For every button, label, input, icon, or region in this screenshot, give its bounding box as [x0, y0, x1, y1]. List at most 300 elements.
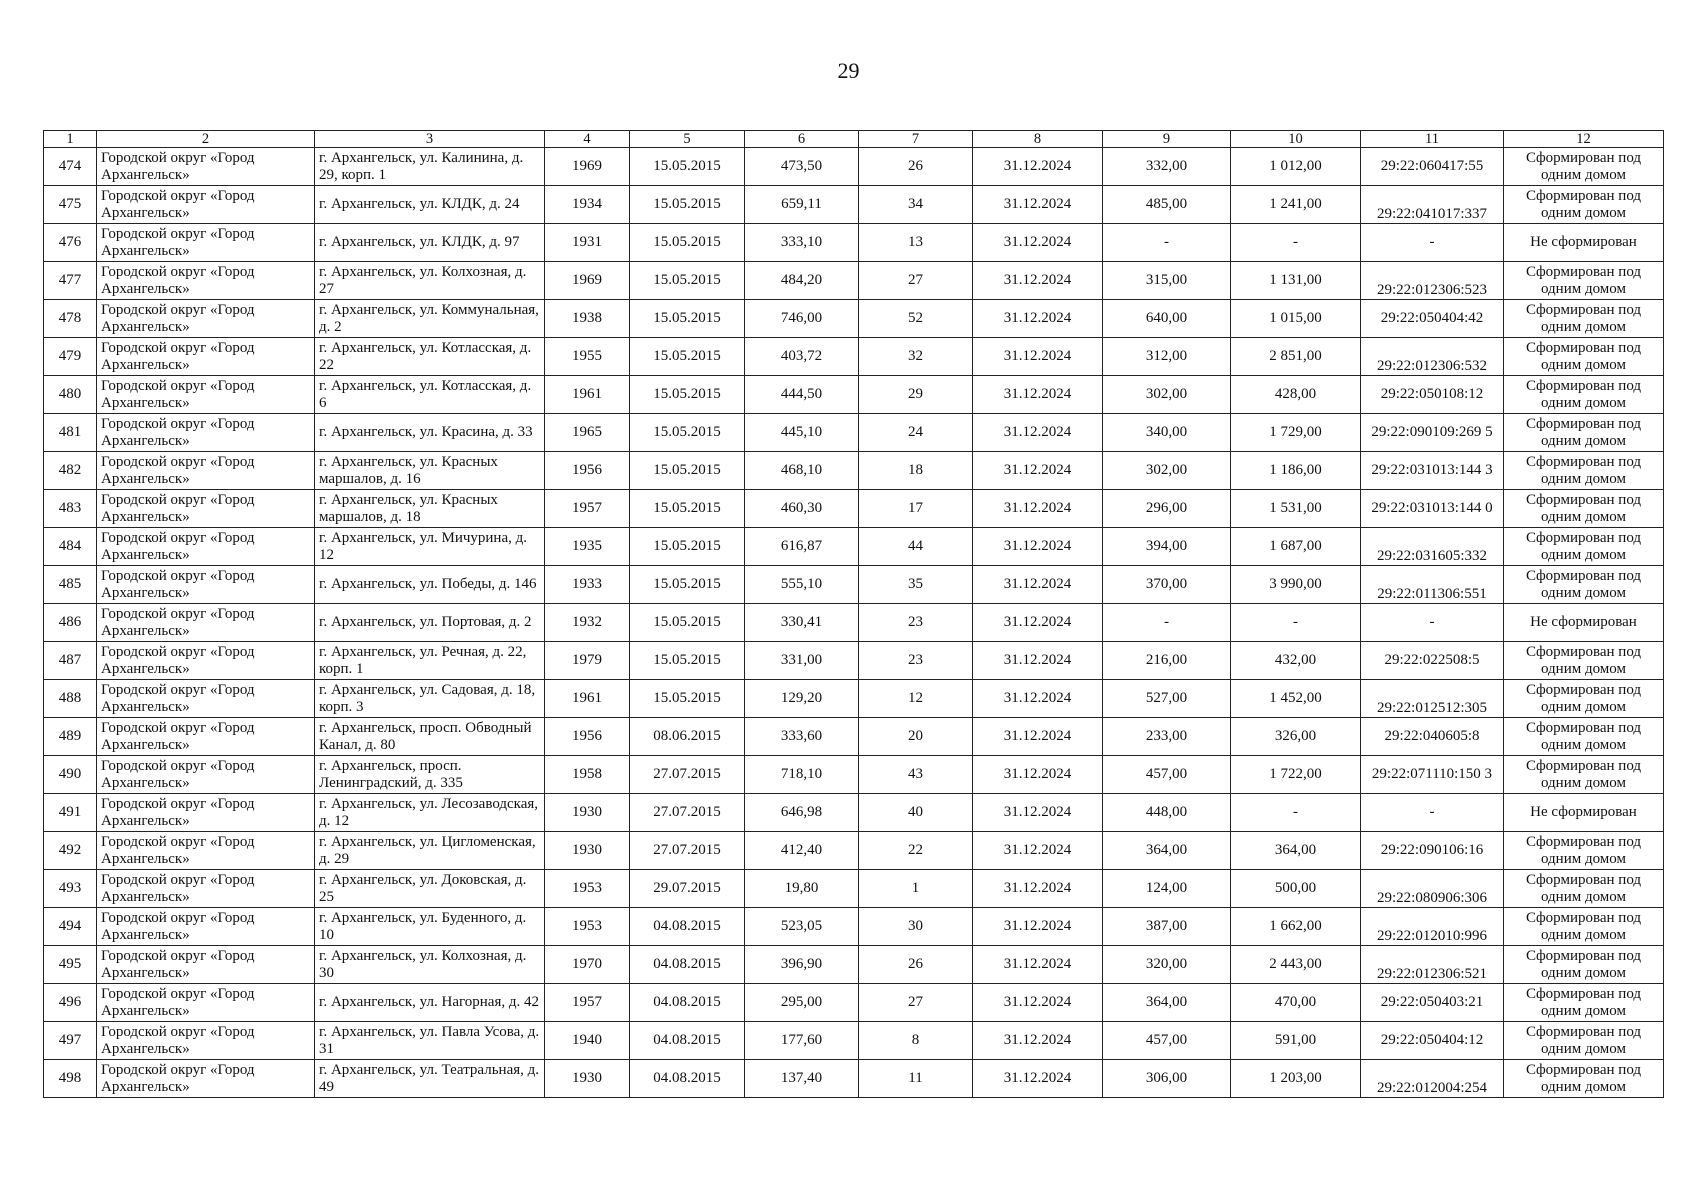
cell-col-11: -: [1361, 794, 1504, 832]
cell-col-2: Городской округ «Город Архангельск»: [97, 148, 315, 186]
cell-col-9: 332,00: [1103, 148, 1231, 186]
cell-col-11: 29:22:031605:332: [1361, 528, 1504, 566]
table-row: [44, 794, 1664, 832]
cell-col-12: Сформирован под одним домом: [1504, 870, 1664, 908]
cell-col-1: 482: [44, 452, 97, 490]
cell-col-1: 486: [44, 604, 97, 642]
cell-col-9: 364,00: [1103, 984, 1231, 1022]
cell-col-8: 31.12.2024: [973, 338, 1103, 376]
cell-col-9: 302,00: [1103, 452, 1231, 490]
cell-col-7: 29: [859, 376, 973, 414]
cell-col-10: 1 531,00: [1231, 490, 1361, 528]
table-row: [44, 186, 1664, 224]
cell-col-10: 2 443,00: [1231, 946, 1361, 984]
cell-col-11: 29:22:031013:144 3: [1361, 452, 1504, 490]
cell-col-11: 29:22:012306:523: [1361, 262, 1504, 300]
cell-col-2: Городской округ «Город Архангельск»: [97, 376, 315, 414]
cell-col-8: 31.12.2024: [973, 376, 1103, 414]
cell-col-8: 31.12.2024: [973, 414, 1103, 452]
cell-col-6: 396,90: [745, 946, 859, 984]
cell-col-12: Сформирован под одним домом: [1504, 680, 1664, 718]
cell-col-11: 29:22:060417:55: [1361, 148, 1504, 186]
cell-col-3: г. Архангельск, ул. Павла Усова, д. 31: [315, 1022, 545, 1060]
table-row: [44, 1022, 1664, 1060]
table-row: [44, 148, 1664, 186]
cell-col-9: 457,00: [1103, 1022, 1231, 1060]
cell-col-8: 31.12.2024: [973, 528, 1103, 566]
cell-col-4: 1957: [545, 984, 630, 1022]
cell-col-5: 04.08.2015: [630, 908, 745, 946]
cell-col-2: Городской округ «Город Архангельск»: [97, 680, 315, 718]
cell-col-12: Сформирован под одним домом: [1504, 300, 1664, 338]
cell-col-3: г. Архангельск, ул. Котласская, д. 6: [315, 376, 545, 414]
cell-col-9: 457,00: [1103, 756, 1231, 794]
cell-col-12: Сформирован под одним домом: [1504, 262, 1664, 300]
cell-col-3: г. Архангельск, ул. КЛДК, д. 97: [315, 224, 545, 262]
table-row: [44, 832, 1664, 870]
cell-col-11: 29:22:050404:12: [1361, 1022, 1504, 1060]
cell-col-7: 8: [859, 1022, 973, 1060]
cell-col-2: Городской округ «Город Архангельск»: [97, 642, 315, 680]
cell-col-7: 23: [859, 604, 973, 642]
cell-col-9: 124,00: [1103, 870, 1231, 908]
cell-col-12: Сформирован под одним домом: [1504, 756, 1664, 794]
cell-col-12: Сформирован под одним домом: [1504, 984, 1664, 1022]
cell-col-1: 488: [44, 680, 97, 718]
cell-col-6: 460,30: [745, 490, 859, 528]
cell-col-2: Городской округ «Город Архангельск»: [97, 490, 315, 528]
cell-col-2: Городской округ «Город Архангельск»: [97, 832, 315, 870]
cell-col-5: 04.08.2015: [630, 946, 745, 984]
cell-col-10: 1 722,00: [1231, 756, 1361, 794]
cell-col-2: Городской округ «Город Архангельск»: [97, 528, 315, 566]
cell-col-12: Не сформирован: [1504, 604, 1664, 642]
cell-col-2: Городской округ «Город Архангельск»: [97, 946, 315, 984]
cell-col-8: 31.12.2024: [973, 490, 1103, 528]
cell-col-7: 12: [859, 680, 973, 718]
cell-col-7: 44: [859, 528, 973, 566]
table-row: [44, 604, 1664, 642]
cell-col-10: 1 241,00: [1231, 186, 1361, 224]
column-header-4: 4: [545, 131, 630, 148]
cell-col-4: 1961: [545, 680, 630, 718]
cell-col-1: 477: [44, 262, 97, 300]
cell-col-11: 29:22:050403:21: [1361, 984, 1504, 1022]
cell-col-10: 3 990,00: [1231, 566, 1361, 604]
cell-col-5: 15.05.2015: [630, 604, 745, 642]
cell-col-6: 129,20: [745, 680, 859, 718]
cell-col-6: 484,20: [745, 262, 859, 300]
cell-col-3: г. Архангельск, ул. КЛДК, д. 24: [315, 186, 545, 224]
cell-col-8: 31.12.2024: [973, 186, 1103, 224]
cell-col-3: г. Архангельск, ул. Мичурина, д. 12: [315, 528, 545, 566]
cell-col-3: г. Архангельск, ул. Красных маршалов, д. 16: [315, 452, 545, 490]
cell-col-5: 15.05.2015: [630, 528, 745, 566]
cell-col-2: Городской округ «Город Архангельск»: [97, 224, 315, 262]
cell-col-7: 11: [859, 1060, 973, 1098]
cell-col-4: 1930: [545, 1060, 630, 1098]
cell-col-3: г. Архангельск, ул. Цигломенская, д. 29: [315, 832, 545, 870]
cell-col-11: 29:22:090106:16: [1361, 832, 1504, 870]
cell-col-12: Сформирован под одним домом: [1504, 186, 1664, 224]
cell-col-4: 1930: [545, 794, 630, 832]
cell-col-11: 29:22:022508:5: [1361, 642, 1504, 680]
cell-col-9: 640,00: [1103, 300, 1231, 338]
column-header-6: 6: [745, 131, 859, 148]
cell-col-5: 15.05.2015: [630, 680, 745, 718]
cell-col-1: 489: [44, 718, 97, 756]
cell-col-7: 40: [859, 794, 973, 832]
column-header-3: 3: [315, 131, 545, 148]
cell-col-5: 15.05.2015: [630, 148, 745, 186]
cell-col-8: 31.12.2024: [973, 984, 1103, 1022]
cell-col-9: 370,00: [1103, 566, 1231, 604]
cell-col-4: 1938: [545, 300, 630, 338]
cell-col-7: 30: [859, 908, 973, 946]
column-header-11: 11: [1361, 131, 1504, 148]
cell-col-5: 27.07.2015: [630, 832, 745, 870]
table-row: [44, 870, 1664, 908]
cell-col-1: 480: [44, 376, 97, 414]
cell-col-1: 495: [44, 946, 97, 984]
cell-col-1: 476: [44, 224, 97, 262]
cell-col-12: Сформирован под одним домом: [1504, 1022, 1664, 1060]
cell-col-4: 1956: [545, 452, 630, 490]
cell-col-8: 31.12.2024: [973, 908, 1103, 946]
cell-col-3: г. Архангельск, ул. Лесозаводская, д. 12: [315, 794, 545, 832]
cell-col-9: 364,00: [1103, 832, 1231, 870]
cell-col-4: 1969: [545, 148, 630, 186]
cell-col-10: -: [1231, 224, 1361, 262]
cell-col-7: 13: [859, 224, 973, 262]
table-row: [44, 528, 1664, 566]
cell-col-5: 15.05.2015: [630, 490, 745, 528]
cell-col-10: 432,00: [1231, 642, 1361, 680]
table-row: [44, 680, 1664, 718]
cell-col-12: Сформирован под одним домом: [1504, 452, 1664, 490]
cell-col-10: 1 203,00: [1231, 1060, 1361, 1098]
cell-col-7: 20: [859, 718, 973, 756]
cell-col-1: 490: [44, 756, 97, 794]
cell-col-12: Сформирован под одним домом: [1504, 148, 1664, 186]
cell-col-12: Не сформирован: [1504, 224, 1664, 262]
cell-col-11: 29:22:012512:305: [1361, 680, 1504, 718]
column-header-10: 10: [1231, 131, 1361, 148]
cell-col-3: г. Архангельск, ул. Котласская, д. 22: [315, 338, 545, 376]
cell-col-4: 1931: [545, 224, 630, 262]
cell-col-9: 296,00: [1103, 490, 1231, 528]
cell-col-2: Городской округ «Город Архангельск»: [97, 604, 315, 642]
cell-col-4: 1930: [545, 832, 630, 870]
cell-col-1: 474: [44, 148, 97, 186]
cell-col-6: 659,11: [745, 186, 859, 224]
cell-col-7: 35: [859, 566, 973, 604]
cell-col-8: 31.12.2024: [973, 832, 1103, 870]
cell-col-10: 1 729,00: [1231, 414, 1361, 452]
cell-col-9: 485,00: [1103, 186, 1231, 224]
cell-col-3: г. Архангельск, ул. Садовая, д. 18, корп. 3: [315, 680, 545, 718]
cell-col-8: 31.12.2024: [973, 452, 1103, 490]
table-row: [44, 452, 1664, 490]
table-row: [44, 490, 1664, 528]
cell-col-9: 306,00: [1103, 1060, 1231, 1098]
cell-col-4: 1935: [545, 528, 630, 566]
cell-col-12: Сформирован под одним домом: [1504, 1060, 1664, 1098]
cell-col-3: г. Архангельск, ул. Победы, д. 146: [315, 566, 545, 604]
cell-col-5: 27.07.2015: [630, 794, 745, 832]
table-row: [44, 984, 1664, 1022]
cell-col-6: 403,72: [745, 338, 859, 376]
cell-col-3: г. Архангельск, ул. Театральная, д. 49: [315, 1060, 545, 1098]
cell-col-1: 481: [44, 414, 97, 452]
cell-col-2: Городской округ «Город Архангельск»: [97, 452, 315, 490]
cell-col-4: 1969: [545, 262, 630, 300]
cell-col-8: 31.12.2024: [973, 1022, 1103, 1060]
cell-col-3: г. Архангельск, ул. Коммунальная, д. 2: [315, 300, 545, 338]
table-row: [44, 376, 1664, 414]
cell-col-5: 08.06.2015: [630, 718, 745, 756]
cell-col-6: 473,50: [745, 148, 859, 186]
cell-col-9: 216,00: [1103, 642, 1231, 680]
cell-col-5: 15.05.2015: [630, 414, 745, 452]
cell-col-10: 470,00: [1231, 984, 1361, 1022]
cell-col-10: 1 015,00: [1231, 300, 1361, 338]
cell-col-1: 478: [44, 300, 97, 338]
cell-col-2: Городской округ «Город Архангельск»: [97, 984, 315, 1022]
cell-col-4: 1934: [545, 186, 630, 224]
cell-col-3: г. Архангельск, ул. Буденного, д. 10: [315, 908, 545, 946]
cell-col-11: -: [1361, 224, 1504, 262]
cell-col-6: 412,40: [745, 832, 859, 870]
cell-col-9: 340,00: [1103, 414, 1231, 452]
cell-col-5: 15.05.2015: [630, 452, 745, 490]
cell-col-11: 29:22:041017:337: [1361, 186, 1504, 224]
cell-col-9: 302,00: [1103, 376, 1231, 414]
cell-col-12: Сформирован под одним домом: [1504, 376, 1664, 414]
cell-col-5: 15.05.2015: [630, 376, 745, 414]
cell-col-4: 1940: [545, 1022, 630, 1060]
cell-col-10: -: [1231, 604, 1361, 642]
cell-col-4: 1955: [545, 338, 630, 376]
cell-col-4: 1970: [545, 946, 630, 984]
column-header-12: 12: [1504, 131, 1664, 148]
cell-col-5: 04.08.2015: [630, 1060, 745, 1098]
cell-col-8: 31.12.2024: [973, 1060, 1103, 1098]
cell-col-7: 32: [859, 338, 973, 376]
cell-col-6: 177,60: [745, 1022, 859, 1060]
cell-col-9: -: [1103, 604, 1231, 642]
cell-col-7: 26: [859, 946, 973, 984]
cell-col-10: 364,00: [1231, 832, 1361, 870]
cell-col-1: 475: [44, 186, 97, 224]
cell-col-10: 2 851,00: [1231, 338, 1361, 376]
table-row: [44, 566, 1664, 604]
cell-col-1: 493: [44, 870, 97, 908]
table-row: [44, 1060, 1664, 1098]
cell-col-7: 17: [859, 490, 973, 528]
table-row: [44, 946, 1664, 984]
cell-col-6: 718,10: [745, 756, 859, 794]
cell-col-7: 22: [859, 832, 973, 870]
cell-col-10: 1 186,00: [1231, 452, 1361, 490]
cell-col-4: 1956: [545, 718, 630, 756]
cell-col-12: Сформирован под одним домом: [1504, 642, 1664, 680]
cell-col-10: 1 452,00: [1231, 680, 1361, 718]
cell-col-8: 31.12.2024: [973, 224, 1103, 262]
cell-col-11: 29:22:050108:12: [1361, 376, 1504, 414]
cell-col-12: Сформирован под одним домом: [1504, 528, 1664, 566]
cell-col-1: 496: [44, 984, 97, 1022]
cell-col-5: 04.08.2015: [630, 984, 745, 1022]
cell-col-7: 1: [859, 870, 973, 908]
cell-col-4: 1965: [545, 414, 630, 452]
cell-col-4: 1953: [545, 908, 630, 946]
cell-col-1: 484: [44, 528, 97, 566]
cell-col-10: 326,00: [1231, 718, 1361, 756]
cell-col-8: 31.12.2024: [973, 566, 1103, 604]
cell-col-5: 15.05.2015: [630, 338, 745, 376]
cell-col-7: 43: [859, 756, 973, 794]
cell-col-2: Городской округ «Город Архангельск»: [97, 1060, 315, 1098]
cell-col-1: 491: [44, 794, 97, 832]
column-header-5: 5: [630, 131, 745, 148]
cell-col-11: -: [1361, 604, 1504, 642]
cell-col-8: 31.12.2024: [973, 794, 1103, 832]
cell-col-11: 29:22:012306:532: [1361, 338, 1504, 376]
cell-col-12: Сформирован под одним домом: [1504, 338, 1664, 376]
cell-col-8: 31.12.2024: [973, 148, 1103, 186]
cell-col-11: 29:22:080906:306: [1361, 870, 1504, 908]
table-row: [44, 262, 1664, 300]
cell-col-11: 29:22:090109:269 5: [1361, 414, 1504, 452]
cell-col-11: 29:22:050404:42: [1361, 300, 1504, 338]
page-number: 29: [837, 58, 860, 83]
cell-col-2: Городской округ «Город Архангельск»: [97, 1022, 315, 1060]
cell-col-6: 616,87: [745, 528, 859, 566]
cell-col-12: Не сформирован: [1504, 794, 1664, 832]
cell-col-1: 487: [44, 642, 97, 680]
column-header-7: 7: [859, 131, 973, 148]
table-row: [44, 300, 1664, 338]
cell-col-11: 29:22:031013:144 0: [1361, 490, 1504, 528]
cell-col-5: 15.05.2015: [630, 224, 745, 262]
cell-col-2: Городской округ «Город Архангельск»: [97, 338, 315, 376]
column-header-1: 1: [44, 131, 97, 148]
cell-col-8: 31.12.2024: [973, 604, 1103, 642]
cell-col-12: Сформирован под одним домом: [1504, 414, 1664, 452]
cell-col-1: 497: [44, 1022, 97, 1060]
cell-col-4: 1933: [545, 566, 630, 604]
cell-col-8: 31.12.2024: [973, 756, 1103, 794]
cell-col-11: 29:22:011306:551: [1361, 566, 1504, 604]
cell-col-5: 15.05.2015: [630, 566, 745, 604]
cell-col-9: 387,00: [1103, 908, 1231, 946]
cell-col-6: 330,41: [745, 604, 859, 642]
cell-col-2: Городской округ «Город Архангельск»: [97, 300, 315, 338]
cell-col-7: 52: [859, 300, 973, 338]
column-header-9: 9: [1103, 131, 1231, 148]
cell-col-12: Сформирован под одним домом: [1504, 718, 1664, 756]
cell-col-9: 394,00: [1103, 528, 1231, 566]
cell-col-7: 27: [859, 984, 973, 1022]
cell-col-10: -: [1231, 794, 1361, 832]
cell-col-3: г. Архангельск, ул. Нагорная, д. 42: [315, 984, 545, 1022]
cell-col-3: г. Архангельск, просп. Ленинградский, д. 335: [315, 756, 545, 794]
column-header-8: 8: [973, 131, 1103, 148]
table-row: [44, 224, 1664, 262]
cell-col-1: 485: [44, 566, 97, 604]
cell-col-1: 494: [44, 908, 97, 946]
cell-col-5: 15.05.2015: [630, 642, 745, 680]
cell-col-3: г. Архангельск, ул. Красина, д. 33: [315, 414, 545, 452]
cell-col-10: 591,00: [1231, 1022, 1361, 1060]
cell-col-10: 500,00: [1231, 870, 1361, 908]
table-row: [44, 414, 1664, 452]
cell-col-5: 27.07.2015: [630, 756, 745, 794]
cell-col-11: 29:22:040605:8: [1361, 718, 1504, 756]
cell-col-11: 29:22:012010:996: [1361, 908, 1504, 946]
cell-col-6: 295,00: [745, 984, 859, 1022]
cell-col-3: г. Архангельск, ул. Портовая, д. 2: [315, 604, 545, 642]
cell-col-8: 31.12.2024: [973, 300, 1103, 338]
cell-col-6: 444,50: [745, 376, 859, 414]
cell-col-2: Городской округ «Город Архангельск»: [97, 414, 315, 452]
cell-col-12: Сформирован под одним домом: [1504, 908, 1664, 946]
cell-col-2: Городской округ «Город Архангельск»: [97, 262, 315, 300]
cell-col-2: Городской округ «Город Архангельск»: [97, 186, 315, 224]
cell-col-7: 24: [859, 414, 973, 452]
cell-col-3: г. Архангельск, ул. Красных маршалов, д. 18: [315, 490, 545, 528]
cell-col-10: 428,00: [1231, 376, 1361, 414]
cell-col-7: 27: [859, 262, 973, 300]
cell-col-6: 746,00: [745, 300, 859, 338]
cell-col-6: 646,98: [745, 794, 859, 832]
table-row: [44, 642, 1664, 680]
cell-col-7: 23: [859, 642, 973, 680]
cell-col-9: 315,00: [1103, 262, 1231, 300]
cell-col-2: Городской округ «Город Архангельск»: [97, 870, 315, 908]
cell-col-8: 31.12.2024: [973, 718, 1103, 756]
cell-col-8: 31.12.2024: [973, 680, 1103, 718]
cell-col-5: 15.05.2015: [630, 262, 745, 300]
cell-col-2: Городской округ «Город Архангельск»: [97, 794, 315, 832]
cell-col-11: 29:22:071110:150 3: [1361, 756, 1504, 794]
cell-col-6: 468,10: [745, 452, 859, 490]
cell-col-5: 04.08.2015: [630, 1022, 745, 1060]
cell-col-9: -: [1103, 224, 1231, 262]
cell-col-11: 29:22:012306:521: [1361, 946, 1504, 984]
table-row: [44, 338, 1664, 376]
cell-col-3: г. Архангельск, ул. Колхозная, д. 27: [315, 262, 545, 300]
cell-col-5: 15.05.2015: [630, 186, 745, 224]
cell-col-9: 233,00: [1103, 718, 1231, 756]
cell-col-2: Городской округ «Город Архангельск»: [97, 718, 315, 756]
cell-col-4: 1953: [545, 870, 630, 908]
cell-col-3: г. Архангельск, ул. Речная, д. 22, корп. 1: [315, 642, 545, 680]
cell-col-9: 527,00: [1103, 680, 1231, 718]
column-number-row: [44, 131, 1664, 148]
cell-col-3: г. Архангельск, просп. Обводный Канал, д. 80: [315, 718, 545, 756]
cell-col-1: 483: [44, 490, 97, 528]
cell-col-12: Сформирован под одним домом: [1504, 490, 1664, 528]
cell-col-2: Городской округ «Город Архангельск»: [97, 566, 315, 604]
cell-col-4: 1979: [545, 642, 630, 680]
cell-col-7: 18: [859, 452, 973, 490]
table-row: [44, 756, 1664, 794]
cell-col-4: 1957: [545, 490, 630, 528]
cell-col-1: 492: [44, 832, 97, 870]
cell-col-6: 555,10: [745, 566, 859, 604]
